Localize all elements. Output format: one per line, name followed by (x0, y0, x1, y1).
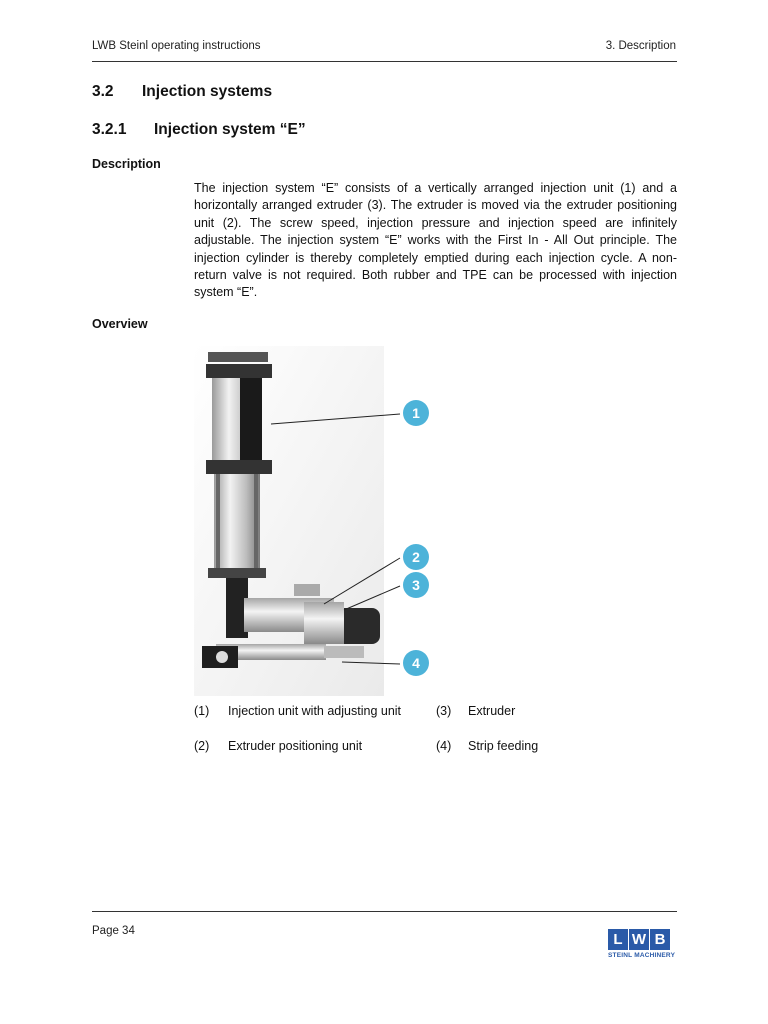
legend-number: (4) (436, 739, 452, 753)
header-title: LWB Steinl operating instructions (92, 40, 261, 52)
legend-text: Injection unit with adjusting unit (228, 704, 402, 718)
legend-number: (1) (194, 704, 210, 718)
svg-text:1: 1 (412, 405, 420, 421)
description-paragraph: The injection system “E” consists of a vertically arranged injection unit (1) and a horizontally arranged extruder (3). The extruder is moved via the extruder positioning unit (2). The screw speed, injection pressure and injection speed are infinitely adjustable. The injection system “E” works with the First In - All Out principle. The injection cylinder is thereby completely emptied during each injection cycle. A non-return valve is not required. Both rubber and TPE can be processed with injection system “E”. (194, 181, 677, 300)
callout-1 (403, 400, 429, 426)
svg-text:3: 3 (412, 577, 420, 593)
callout-2 (403, 544, 429, 570)
logo-letter: L (608, 929, 628, 950)
footer-divider (92, 911, 677, 912)
callout-3 (403, 572, 429, 598)
callout-4 (403, 650, 429, 676)
svg-text:4: 4 (412, 655, 420, 671)
description-heading: Description (92, 157, 161, 171)
section-number: 3.2 (92, 83, 114, 100)
logo-letter: B (650, 929, 670, 950)
injection-system-illustration (194, 346, 444, 696)
lwb-logo (608, 929, 678, 959)
legend-number: (3) (436, 704, 452, 718)
subsection-number: 3.2.1 (92, 121, 127, 138)
header-chapter: 3. Description (605, 40, 676, 52)
page-number: Page 34 (92, 925, 135, 937)
svg-text:2: 2 (412, 549, 420, 565)
section-title: Injection systems (142, 83, 273, 100)
legend-number: (2) (194, 739, 210, 753)
header-divider (92, 61, 677, 62)
overview-heading: Overview (92, 317, 148, 331)
logo-letter: W (629, 929, 649, 950)
legend-text: Extruder (468, 704, 516, 718)
legend-text: Strip feeding (468, 739, 539, 753)
legend-text: Extruder positioning unit (228, 739, 363, 753)
subsection-title: Injection system “E” (154, 121, 306, 138)
logo-subtitle: STEINL MACHINERY (608, 952, 676, 959)
